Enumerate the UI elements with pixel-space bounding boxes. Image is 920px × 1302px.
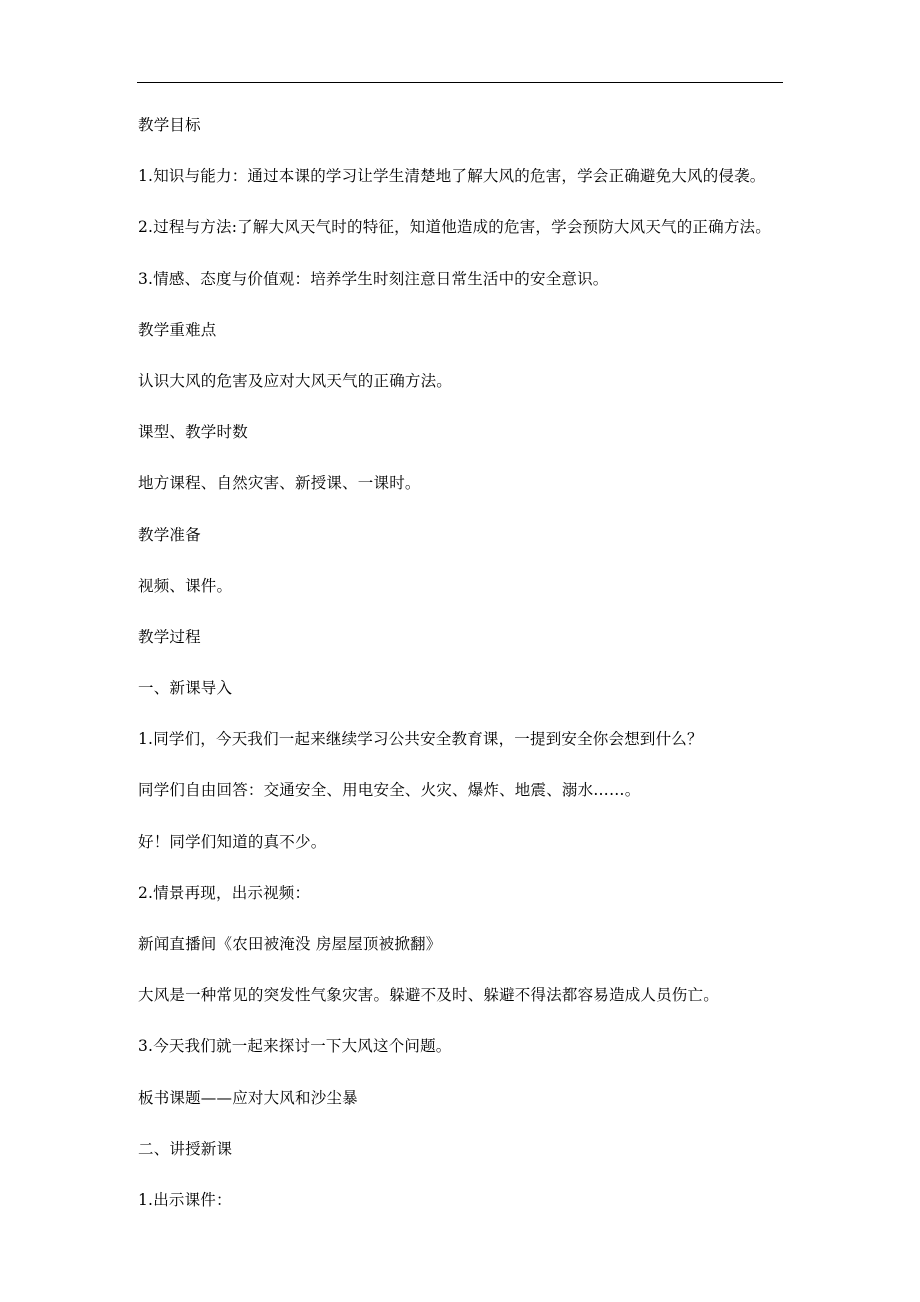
new-lesson-step-1: 1.出示课件： — [138, 1190, 232, 1209]
section-heading-key-points: 教学重难点 — [138, 320, 217, 339]
goal-emotion-attitude: 3.情感、态度与价值观：培养学生时刻注意日常生活中的安全意识。 — [138, 269, 609, 288]
intro-video-title: 新闻直播间《农田被淹没 房屋屋顶被掀翻》 — [138, 935, 442, 953]
goal-knowledge-ability: 1.知识与能力：通过本课的学习让学生清楚地了解大风的危害，学会正确避免大风的侵袭。 — [138, 167, 766, 186]
blackboard-title: 板书课题——应对大风和沙尘暴 — [138, 1088, 358, 1107]
document-body — [138, 108, 798, 1234]
intro-wind-description: 大风是一种常见的突发性气象灾害。躲避不及时、躲避不得法都容易造成人员伤亡。 — [138, 986, 719, 1005]
intro-step-3: 3.今天我们就一起来探讨一下大风这个问题。 — [138, 1037, 452, 1056]
lesson-type-text: 地方课程、自然灾害、新授课、一课时。 — [138, 474, 421, 493]
subsection-heading-new-lesson: 二、讲授新课 — [138, 1139, 233, 1158]
intro-student-answers: 同学们自由回答：交通安全、用电安全、火灾、爆炸、地震、溺水……。 — [138, 781, 641, 800]
header-rule — [137, 82, 783, 83]
section-heading-process: 教学过程 — [138, 627, 201, 646]
section-heading-teaching-goals: 教学目标 — [138, 116, 201, 134]
intro-step-1: 1.同学们，今天我们一起来继续学习公共安全教育课，一提到安全你会想到什么？ — [138, 730, 703, 749]
goal-process-method: 2.过程与方法:了解大风天气时的特征，知道他造成的危害，学会预防大风天气的正确方法。 — [138, 218, 771, 237]
intro-teacher-response: 好！同学们知道的真不少。 — [138, 832, 327, 851]
intro-step-2: 2.情景再现，出示视频： — [138, 883, 311, 902]
section-heading-preparation: 教学准备 — [138, 525, 201, 544]
section-heading-lesson-type: 课型、教学时数 — [138, 423, 248, 442]
preparation-text: 视频、课件。 — [138, 576, 233, 595]
key-points-text: 认识大风的危害及应对大风天气的正确方法。 — [138, 371, 453, 390]
subsection-heading-intro: 一、新课导入 — [138, 679, 233, 698]
